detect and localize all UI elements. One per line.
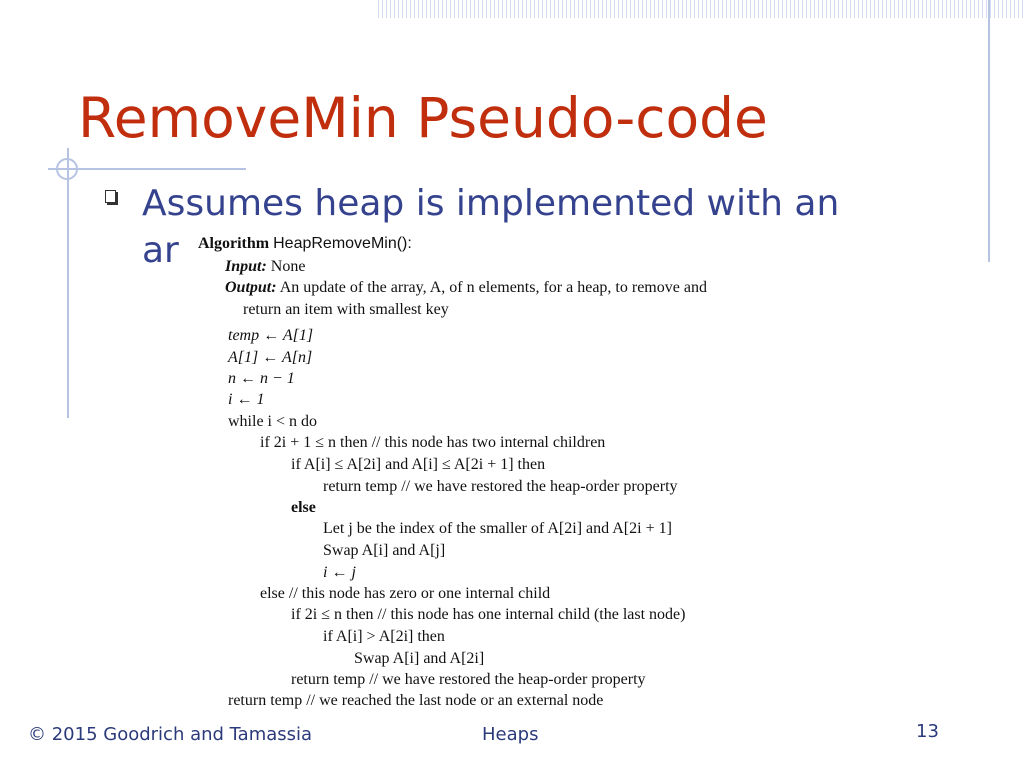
algorithm-name: HeapRemoveMin(): [273,235,412,252]
algorithm-image [195,232,815,712]
bullet-line-2: ar [142,230,179,271]
code-line: n ← n − 1 [228,370,295,387]
code-line: return temp // we have restored the heap-order property [323,478,678,495]
code-line: while i < n do [228,413,318,430]
code-line: if 2i ≤ n then // this node has one internal child (the last node) [291,606,686,623]
code-line: i ← 1 [228,391,265,408]
input-value: None [270,258,306,275]
output-line-1: An update of the array, A, of n elements, for a heap, to remove and [279,279,707,296]
code-line: A[1] ← A[n] [228,349,313,366]
right-vertical-rule [988,0,990,262]
slide-title: RemoveMin Pseudo-code [78,86,768,150]
code-line: Let j be the index of the smaller of A[2i] and A[2i + 1] [323,520,672,537]
code-line: return temp // we reached the last node or an external node [228,692,604,709]
code-line: Swap A[i] and A[j] [323,542,446,559]
code-line: if 2i + 1 ≤ n then // this node has two internal children [260,434,606,451]
algorithm-output [225,279,707,297]
algorithm-input [225,258,305,276]
code-line: else [291,499,316,516]
code-line: temp ← A[1] [228,327,314,344]
page-number: 13 [916,721,939,742]
top-pattern-decoration [378,0,1024,18]
code-line: Swap A[i] and A[2i] [354,650,485,667]
bullet-line-1: Assumes heap is implemented with an [142,183,840,224]
footer-topic: Heaps [482,724,539,745]
input-label: Input: [225,258,267,275]
code-line: if A[i] > A[2i] then [323,628,445,645]
bullet-square-icon [105,190,116,203]
output-label: Output: [225,279,277,296]
code-line: i ← j [323,564,356,581]
output-line-2: return an item with smallest key [243,301,449,318]
left-vertical-rule [67,148,69,418]
code-line: if A[i] ≤ A[2i] and A[i] ≤ A[2i + 1] then [291,456,546,473]
code-line: return temp // we have restored the heap-order property [291,671,646,688]
code-line: else // this node has zero or one internal child [260,585,551,602]
algorithm-header [198,235,412,253]
footer-copyright: © 2015 Goodrich and Tamassia [28,724,313,745]
rule-circle-decoration [56,158,78,180]
algorithm-keyword: Algorithm [198,235,270,252]
